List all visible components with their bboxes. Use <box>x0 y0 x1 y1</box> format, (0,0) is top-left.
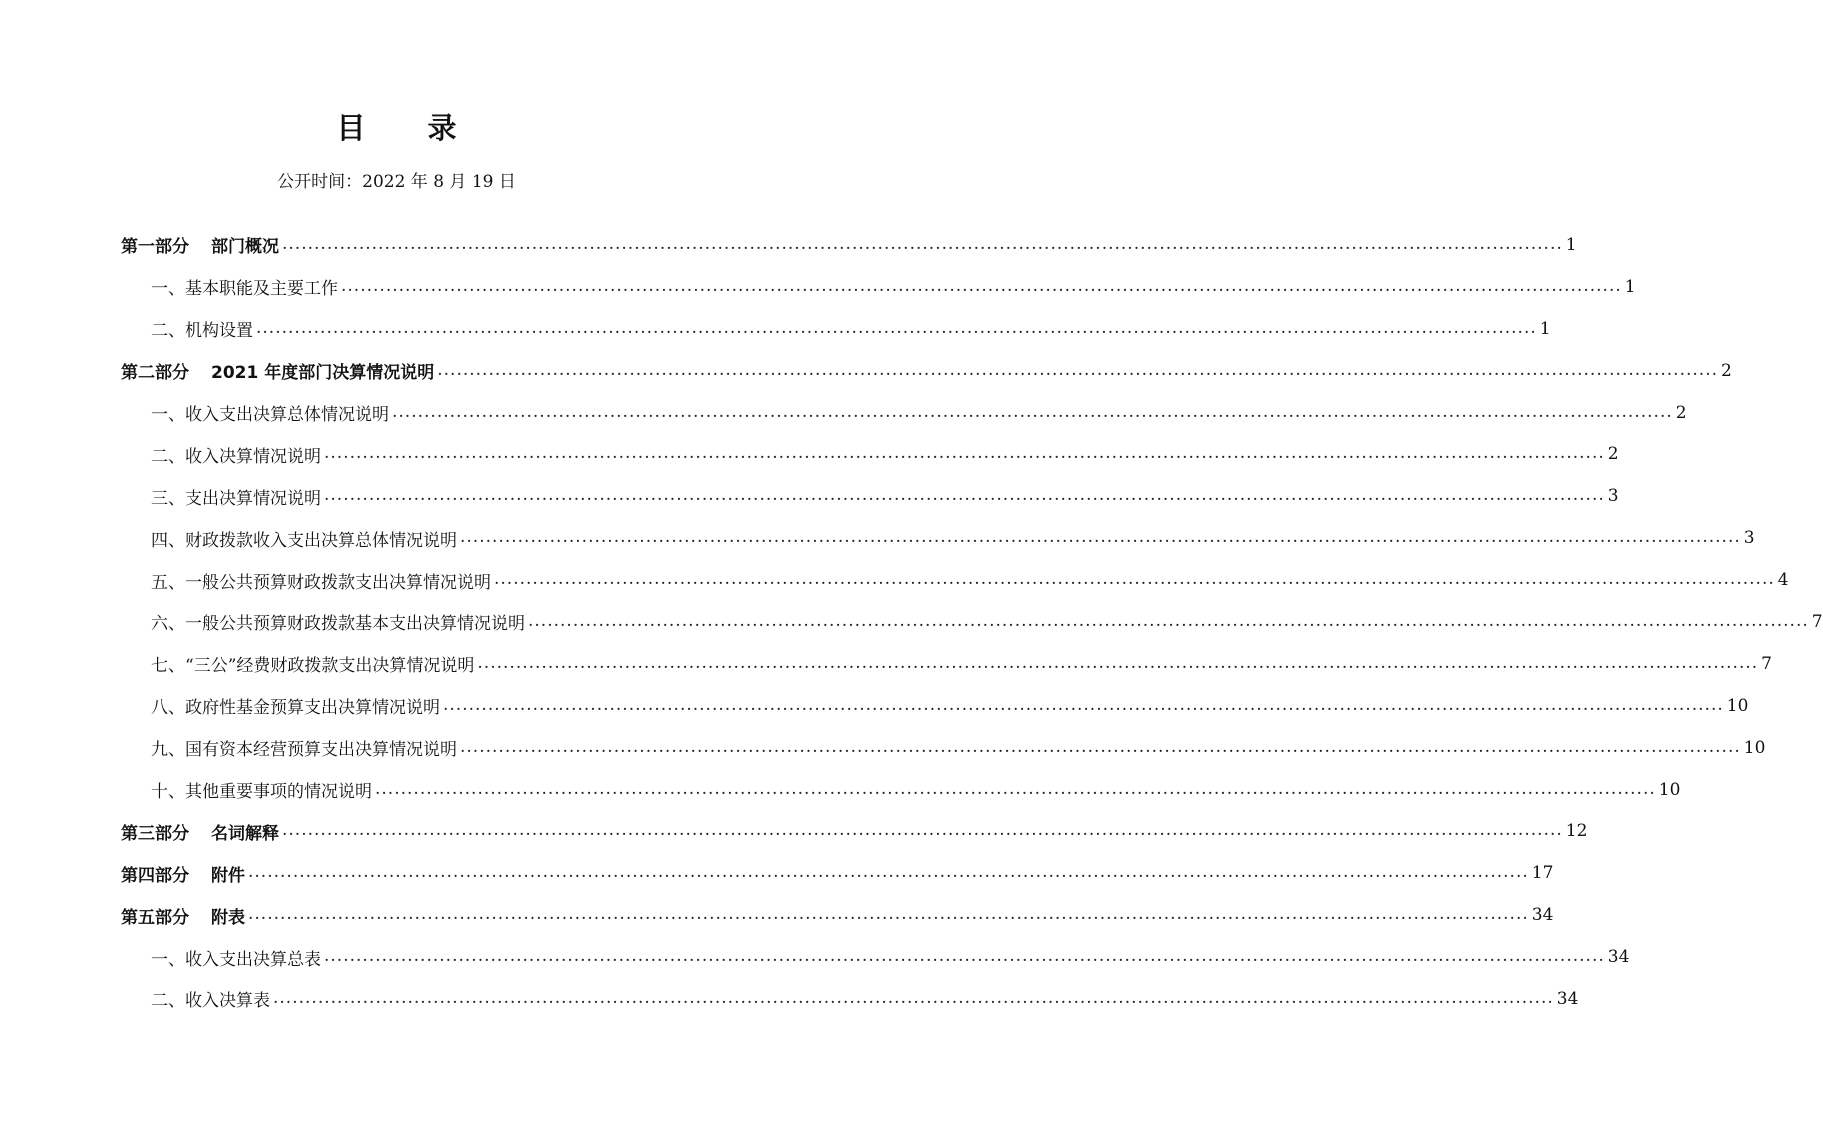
toc-label: 五、一般公共预算财政拨款支出决算情况说明 <box>151 572 491 593</box>
publish-date: 公开时间：2022 年 8 月 19 日 <box>277 172 516 192</box>
toc-part: 第二部分 <box>121 363 189 384</box>
toc-entry[interactable] <box>121 601 1823 643</box>
table-of-contents <box>121 224 1823 1020</box>
toc-leader: ........................................................................................................................................................................................................ <box>460 527 1741 548</box>
toc-page-number: 2 <box>1721 360 1732 381</box>
toc-label: 一、收入支出决算总体情况说明 <box>151 405 389 425</box>
toc-label: 附表 <box>211 907 245 928</box>
toc-leader: ........................................................................................................................................................................................................ <box>375 778 1656 799</box>
toc-label: 八、政府性基金预算支出决算情况说明 <box>151 698 440 719</box>
toc-entry[interactable] <box>121 810 1588 852</box>
toc-label: 部门概况 <box>211 237 279 258</box>
toc-leader: ........................................................................................................................................................................................................ <box>256 317 1537 338</box>
toc-entry[interactable] <box>121 643 1772 685</box>
toc-label: 四、财政拨款收入支出决算总体情况说明 <box>151 530 457 551</box>
toc-leader: ........................................................................................................................................................................................................ <box>282 820 1563 841</box>
toc-label: 七、“三公”经费财政拨款支出决算情况说明 <box>151 656 475 677</box>
toc-page-number: 2 <box>1675 402 1687 423</box>
toc-entry[interactable] <box>121 769 1681 811</box>
toc-leader: ........................................................................................................................................................................................................ <box>437 359 1718 380</box>
toc-part: 第五部分 <box>121 907 189 928</box>
toc-leader: ........................................................................................................................................................................................................ <box>460 736 1741 757</box>
toc-label: 二、机构设置 <box>151 321 253 342</box>
toc-part: 第三部分 <box>121 823 189 844</box>
toc-page-number: 17 <box>1531 863 1554 884</box>
toc-part: 第四部分 <box>121 865 189 886</box>
toc-leader: ........................................................................................................................................................................................................ <box>528 610 1809 631</box>
toc-label: 名词解释 <box>211 823 279 844</box>
toc-leader: ........................................................................................................................................................................................................ <box>477 652 1759 673</box>
toc-leader: ........................................................................................................................................................................................................ <box>324 485 1605 506</box>
toc-label: 十、其他重要事项的情况说明 <box>151 782 372 803</box>
toc-label: 二、收入决算情况说明 <box>151 446 321 467</box>
toc-page-number: 10 <box>1726 695 1749 716</box>
toc-entry[interactable] <box>121 936 1630 978</box>
toc-entry[interactable] <box>121 433 1619 475</box>
toc-leader: ........................................................................................................................................................................................................ <box>392 401 1673 422</box>
toc-label: 九、国有资本经营预算支出决算情况说明 <box>151 740 457 761</box>
toc-entry[interactable] <box>121 350 1732 392</box>
toc-entry[interactable] <box>121 517 1755 559</box>
toc-entry[interactable] <box>121 224 1577 266</box>
toc-label: 二、收入决算表 <box>151 991 270 1012</box>
toc-entry[interactable] <box>121 475 1619 517</box>
toc-entry[interactable] <box>121 894 1554 936</box>
toc-label: 六、一般公共预算财政拨款基本支出决算情况说明 <box>151 614 525 635</box>
toc-page-number: 7 <box>1811 611 1823 632</box>
toc-page-number: 34 <box>1556 988 1579 1009</box>
toc-entry[interactable] <box>121 392 1687 434</box>
toc-entry[interactable] <box>121 559 1789 601</box>
toc-label: 附件 <box>211 865 245 886</box>
toc-page-number: 1 <box>1539 318 1551 339</box>
toc-entry[interactable] <box>121 308 1551 350</box>
toc-page-number: 10 <box>1658 779 1681 800</box>
toc-leader: ........................................................................................................................................................................................................ <box>341 275 1622 296</box>
toc-entry[interactable] <box>121 852 1554 894</box>
toc-entry[interactable] <box>121 727 1766 769</box>
toc-page-number: 34 <box>1531 905 1554 926</box>
page-title: 目 录 <box>336 111 483 145</box>
toc-page-number: 2 <box>1607 444 1619 465</box>
toc-page-number: 7 <box>1761 653 1772 674</box>
toc-page-number: 1 <box>1565 234 1577 255</box>
toc-leader: ........................................................................................................................................................................................................ <box>494 569 1775 590</box>
toc-leader: ........................................................................................................................................................................................................ <box>248 904 1529 925</box>
toc-part: 第一部分 <box>121 237 189 258</box>
toc-page-number: 1 <box>1624 276 1636 297</box>
toc-page-number: 10 <box>1743 737 1766 758</box>
toc-leader: ........................................................................................................................................................................................................ <box>324 946 1605 967</box>
toc-label: 一、基本职能及主要工作 <box>151 279 338 300</box>
toc-leader: ........................................................................................................................................................................................................ <box>443 694 1724 715</box>
toc-page-number: 3 <box>1743 528 1755 549</box>
toc-label: 一、收入支出决算总表 <box>151 949 321 970</box>
toc-page-number: 4 <box>1777 570 1789 591</box>
toc-leader: ........................................................................................................................................................................................................ <box>273 987 1554 1008</box>
toc-page-number: 34 <box>1607 947 1630 968</box>
toc-entry[interactable] <box>121 685 1749 727</box>
toc-entry[interactable] <box>121 978 1579 1020</box>
toc-entry[interactable] <box>121 266 1636 308</box>
toc-page-number: 3 <box>1607 486 1619 507</box>
toc-label: 三、支出决算情况说明 <box>151 488 321 509</box>
toc-leader: ........................................................................................................................................................................................................ <box>282 233 1563 254</box>
toc-page-number: 12 <box>1565 821 1588 842</box>
toc-label: 2021 年度部门决算情况说明 <box>211 363 435 384</box>
toc-leader: ........................................................................................................................................................................................................ <box>324 443 1605 464</box>
toc-leader: ........................................................................................................................................................................................................ <box>248 862 1529 883</box>
